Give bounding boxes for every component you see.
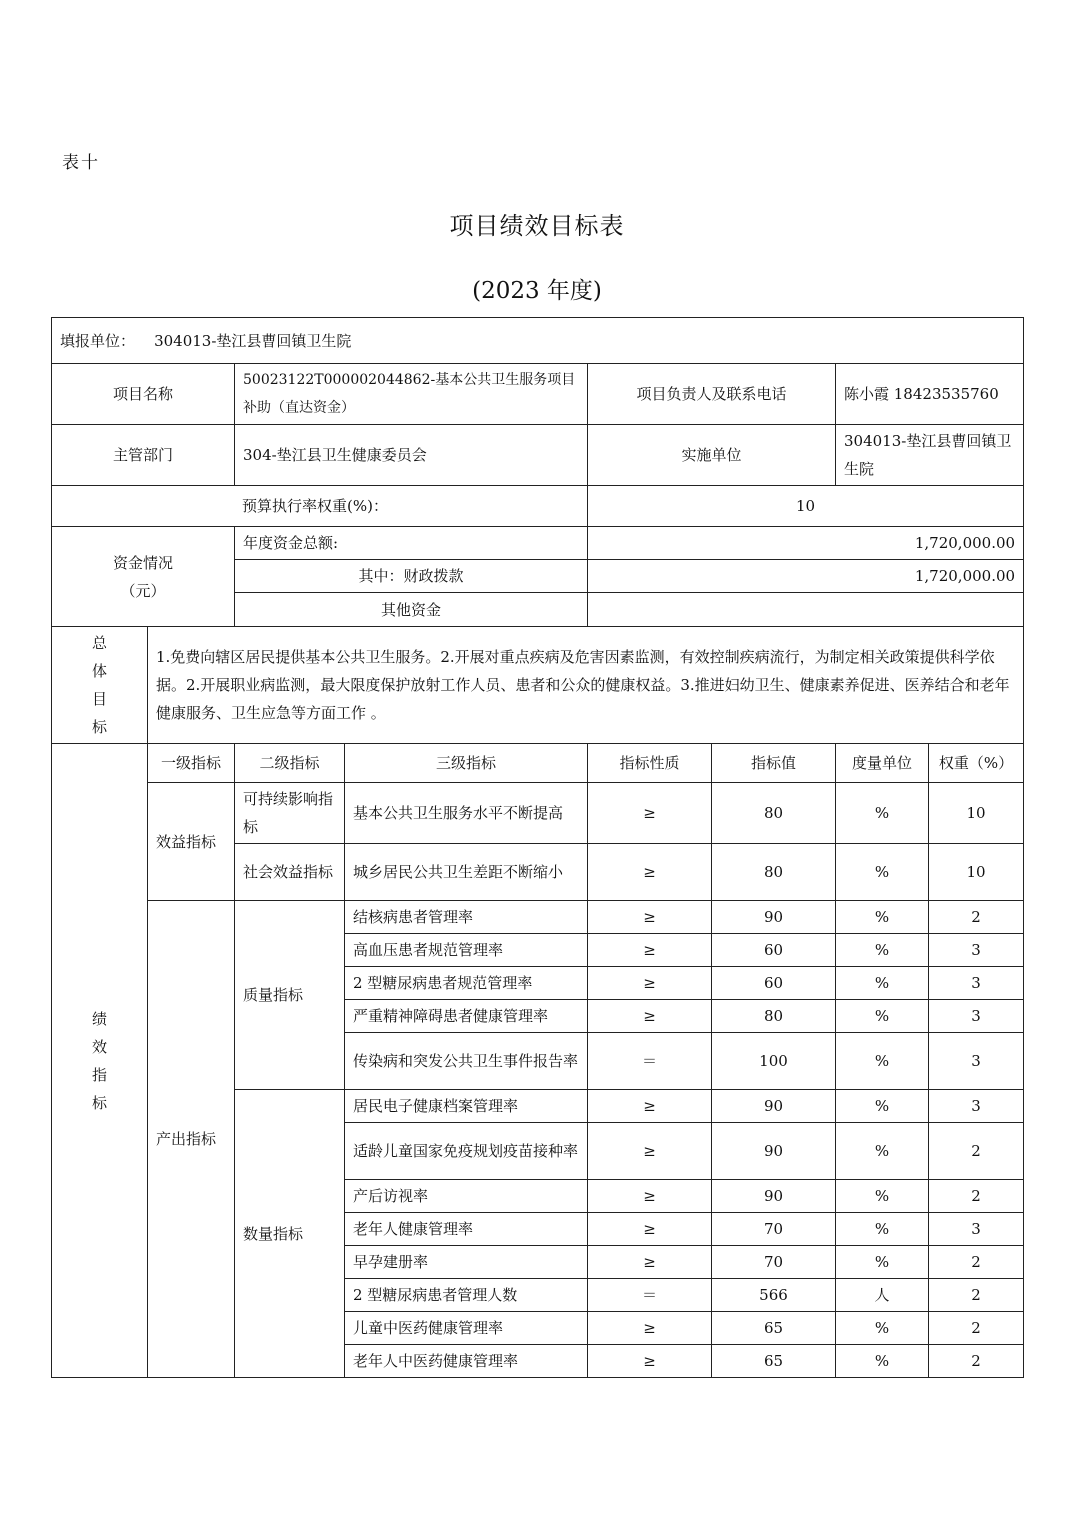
indicator-name: 结核病患者管理率 [345, 901, 588, 934]
indicator-value: 80 [712, 844, 836, 901]
indicator-weight: 2 [929, 1312, 1024, 1345]
header-level3: 三级指标 [345, 744, 588, 783]
indicator-op: ＝ [588, 1033, 712, 1090]
goal-label [52, 627, 148, 744]
header-weight: 权重（%） [929, 744, 1024, 783]
indicator-name: 老年人中医药健康管理率 [345, 1345, 588, 1378]
indicator-weight: 2 [929, 1279, 1024, 1312]
indicator-name: 严重精神障碍患者健康管理率 [345, 1000, 588, 1033]
indicator-value: 80 [712, 1000, 836, 1033]
other-value [588, 593, 1024, 627]
table-row [52, 901, 1024, 934]
indicator-name: 居民电子健康档案管理率 [345, 1090, 588, 1123]
contact-value: 陈小霞 18423535760 [836, 364, 1024, 425]
indicator-side-char: 标 [91, 1093, 107, 1112]
indicator-weight: 10 [929, 783, 1024, 844]
project-name-value: 50023122T000002044862-基本公共卫生服务项目补助（直达资金） [235, 364, 588, 425]
budget-weight-row [52, 486, 1024, 527]
performance-table [51, 317, 1024, 1378]
indicator-side-label [52, 744, 148, 1378]
project-name-label: 项目名称 [52, 364, 235, 425]
indicator-value: 65 [712, 1345, 836, 1378]
indicator-value: 90 [712, 901, 836, 934]
table-row [52, 783, 1024, 844]
indicator-name: 高血压患者规范管理率 [345, 934, 588, 967]
indicator-op: ≥ [588, 1123, 712, 1180]
header-nature: 指标性质 [588, 744, 712, 783]
project-name-row [52, 364, 1024, 425]
header-level1: 一级指标 [148, 744, 235, 783]
indicator-value: 90 [712, 1090, 836, 1123]
indicator-unit: % [836, 1345, 929, 1378]
funds-label [52, 527, 235, 627]
annual-total-label: 年度资金总额: [235, 527, 588, 560]
page-year: (2023 年度) [472, 278, 602, 304]
indicator-unit: % [836, 1090, 929, 1123]
indicator-weight: 2 [929, 901, 1024, 934]
goal-text: 1.免费向辖区居民提供基本公共卫生服务。2.开展对重点疾病及危害因素监测，有效控制疾病流行，为制定相关政策提供科学依据。2.开展职业病监测，最大限度保护放射工作人员、患者和公众的健康权益。3.推进妇幼卫生、健康素养促进、医养结合和老年健康服务、卫生应急等方面工作 。 [148, 627, 1024, 744]
indicator-weight: 3 [929, 934, 1024, 967]
impl-label: 实施单位 [588, 425, 836, 486]
indicator-op: ≥ [588, 1180, 712, 1213]
indicator-weight: 3 [929, 967, 1024, 1000]
indicator-op: ≥ [588, 1345, 712, 1378]
indicator-value: 100 [712, 1033, 836, 1090]
indicator-side-char: 指 [91, 1065, 107, 1084]
indicator-unit: % [836, 844, 929, 901]
indicator-value: 60 [712, 934, 836, 967]
indicator-unit: % [836, 1000, 929, 1033]
level2-cell: 可持续影响指标 [235, 783, 345, 844]
goal-label-char: 目 [91, 690, 107, 708]
impl-value: 304013-垫江县曹回镇卫生院 [836, 425, 1024, 486]
indicator-name: 2 型糖尿病患者规范管理率 [345, 967, 588, 1000]
table-number: 表十 [62, 153, 100, 173]
indicator-unit: % [836, 1180, 929, 1213]
indicator-value: 566 [712, 1279, 836, 1312]
goal-label-char: 体 [91, 662, 107, 680]
indicator-op: ≥ [588, 1000, 712, 1033]
indicator-unit: % [836, 1033, 929, 1090]
indicator-unit: % [836, 1246, 929, 1279]
indicator-name: 城乡居民公共卫生差距不断缩小 [345, 844, 588, 901]
goal-label-char: 总 [91, 634, 107, 652]
indicator-value: 70 [712, 1213, 836, 1246]
indicator-unit: % [836, 1213, 929, 1246]
reporting-unit-label: 填报单位： [60, 331, 136, 350]
funds-total-row [52, 527, 1024, 560]
header-level2: 二级指标 [235, 744, 345, 783]
indicator-value: 65 [712, 1312, 836, 1345]
fiscal-label: 其中：财政拨款 [235, 560, 588, 593]
quality-label: 质量指标 [235, 901, 345, 1090]
indicator-weight: 10 [929, 844, 1024, 901]
indicator-op: ≥ [588, 1090, 712, 1123]
dept-row [52, 425, 1024, 486]
indicator-op: ≥ [588, 901, 712, 934]
indicator-value: 90 [712, 1180, 836, 1213]
level2-cell: 社会效益指标 [235, 844, 345, 901]
indicator-op: ≥ [588, 844, 712, 901]
indicator-weight: 2 [929, 1123, 1024, 1180]
page-title: 项目绩效目标表 [449, 212, 625, 240]
indicator-name: 早孕建册率 [345, 1246, 588, 1279]
indicator-unit: % [836, 901, 929, 934]
indicator-op: ≥ [588, 783, 712, 844]
budget-weight-label: 预算执行率权重(%)： [52, 486, 588, 527]
annual-total-value: 1,720,000.00 [588, 527, 1024, 560]
goal-label-char: 标 [91, 718, 107, 736]
indicator-op: ＝ [588, 1279, 712, 1312]
indicator-side-char: 效 [91, 1037, 107, 1056]
indicator-unit: % [836, 967, 929, 1000]
indicator-name: 2 型糖尿病患者管理人数 [345, 1279, 588, 1312]
indicator-unit: % [836, 783, 929, 844]
benefit-label: 效益指标 [148, 783, 235, 901]
indicator-unit: 人 [836, 1279, 929, 1312]
goal-row [52, 627, 1024, 744]
indicator-op: ≥ [588, 1312, 712, 1345]
indicator-weight: 2 [929, 1246, 1024, 1279]
indicator-op: ≥ [588, 967, 712, 1000]
indicator-name: 传染病和突发公共卫生事件报告率 [345, 1033, 588, 1090]
other-label: 其他资金 [235, 593, 588, 627]
header-unit: 度量单位 [836, 744, 929, 783]
indicator-weight: 3 [929, 1090, 1024, 1123]
dept-value: 304-垫江县卫生健康委员会 [235, 425, 588, 486]
budget-weight-value: 10 [588, 486, 1024, 527]
indicator-op: ≥ [588, 1246, 712, 1279]
indicator-name: 适龄儿童国家免疫规划疫苗接种率 [345, 1123, 588, 1180]
indicator-side-char: 绩 [91, 1009, 107, 1028]
output-label: 产出指标 [148, 901, 235, 1378]
quantity-label: 数量指标 [235, 1090, 345, 1378]
indicator-value: 80 [712, 783, 836, 844]
indicator-value: 90 [712, 1123, 836, 1180]
reporting-unit-value: 304013-垫江县曹回镇卫生院 [154, 331, 352, 350]
indicator-weight: 3 [929, 1033, 1024, 1090]
indicator-name: 基本公共卫生服务水平不断提高 [345, 783, 588, 844]
indicator-header-row [52, 744, 1024, 783]
reporting-unit-row [52, 318, 1024, 364]
indicator-unit: % [836, 1123, 929, 1180]
indicator-weight: 3 [929, 1213, 1024, 1246]
reporting-unit-cell [52, 318, 1024, 364]
funds-label-line2: （元） [120, 581, 166, 600]
indicator-name: 老年人健康管理率 [345, 1213, 588, 1246]
contact-label: 项目负责人及联系电话 [588, 364, 836, 425]
dept-label: 主管部门 [52, 425, 235, 486]
fiscal-value: 1,720,000.00 [588, 560, 1024, 593]
indicator-op: ≥ [588, 1213, 712, 1246]
indicator-weight: 2 [929, 1180, 1024, 1213]
indicator-value: 60 [712, 967, 836, 1000]
indicator-value: 70 [712, 1246, 836, 1279]
indicator-name: 产后访视率 [345, 1180, 588, 1213]
indicator-unit: % [836, 934, 929, 967]
indicator-op: ≥ [588, 934, 712, 967]
indicator-unit: % [836, 1312, 929, 1345]
header-value: 指标值 [712, 744, 836, 783]
indicator-weight: 3 [929, 1000, 1024, 1033]
indicator-name: 儿童中医药健康管理率 [345, 1312, 588, 1345]
funds-label-line1: 资金情况 [112, 553, 173, 572]
indicator-weight: 2 [929, 1345, 1024, 1378]
